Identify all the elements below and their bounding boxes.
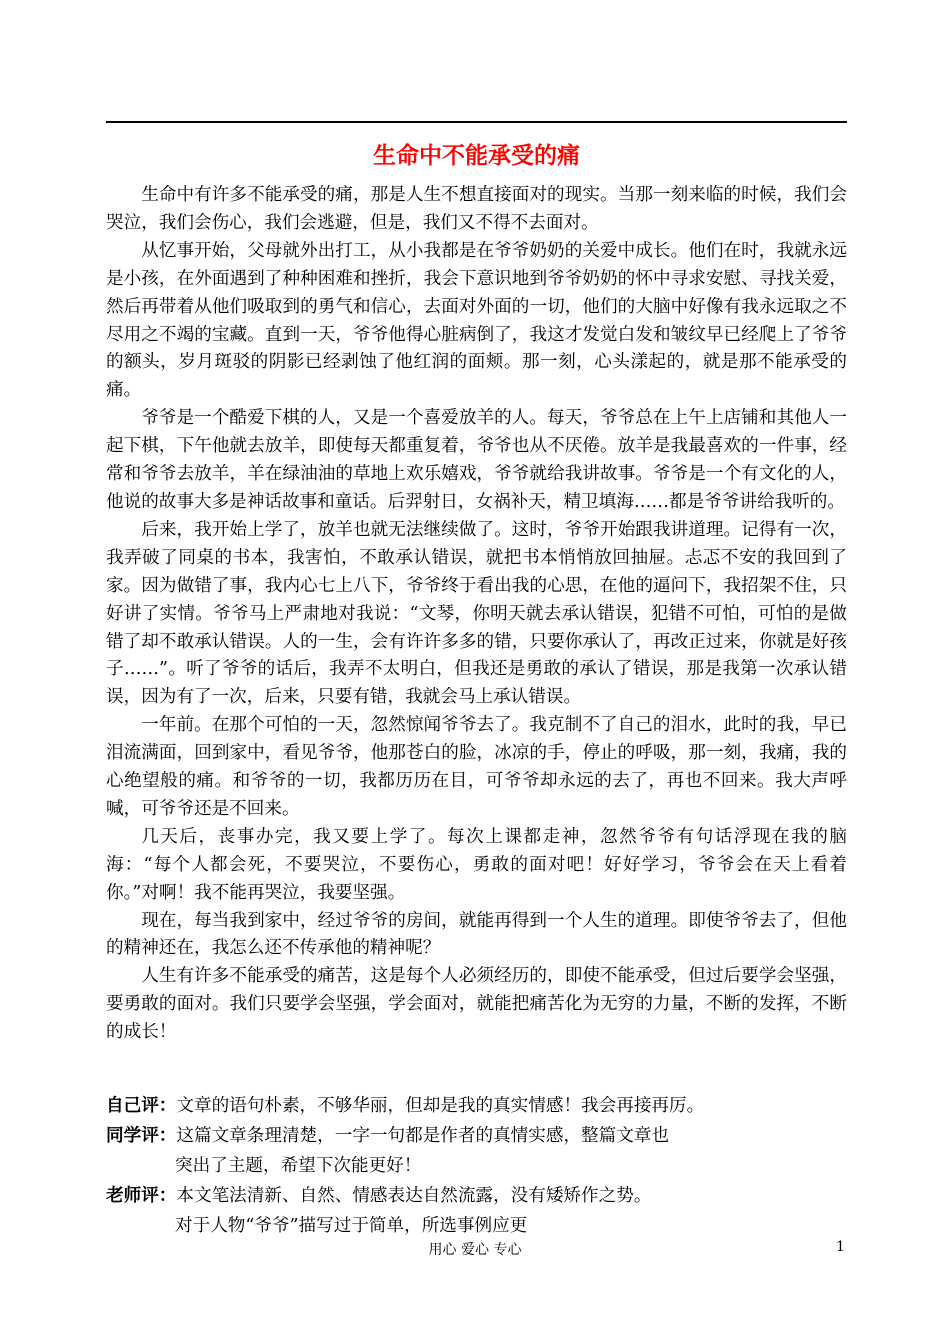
paragraph: 生命中有许多不能承受的痛，那是人生不想直接面对的现实。当那一刻来临的时候，我们会哭泣，我们会伤心，我们会逃避，但是，我们又不得不去面对。: [106, 185, 847, 233]
comments-section: [106, 1091, 847, 1241]
peer-comment: [106, 1121, 847, 1151]
paragraph: 从忆事开始，父母就外出打工，从小我都是在爷爷奶奶的关爱中成长。他们在时，我就永远是小孩，在外面遇到了种种困难和挫折，我会下意识地到爷爷奶奶的怀中寻求安慰、寻找关爱，然后再带着从他们吸取到的勇气和信心，去面对外面的一切，他们的大脑中好像有我永远取之不尽用之不竭的宝藏。直到一天，爷爷他得心脏病倒了，我这才发觉白发和皱纹早已经爬上了爷爷的额头，岁月斑驳的阴影已经剥蚀了他红润的面颊。那一刻，心头漾起的，就是那不能承受的痛。: [106, 240, 847, 401]
article-body: [106, 182, 847, 1047]
article-title: 生命中不能承受的痛: [373, 143, 580, 169]
self-comment-text: 文章的语句朴素，不够华丽，但却是我的真实情感！我会再接再厉。: [176, 1096, 705, 1116]
teacher-comment-text: 本文笔法清新、自然、情感表达自然流露，没有矮矫作之势。: [176, 1186, 652, 1206]
teacher-comment-label: 老师评：: [106, 1186, 177, 1206]
paragraph: 几天后，丧事办完，我又要上学了。每次上课都走神，忽然爷爷有句话浮现在我的脑海：“每个人都会死，不要哭泣，不要伤心，勇敢的面对吧！好好学习，爷爷会在天上看着你。”对啊！我不能再哭泣，我要坚强。: [106, 826, 847, 903]
self-comment-label: 自己评：: [106, 1096, 177, 1116]
teacher-comment: [106, 1181, 847, 1211]
paragraph: 一年前。在那个可怕的一天，忽然惊闻爷爷去了。我克制不了自己的泪水，此时的我，早已泪流满面，回到家中，看见爷爷，他那苍白的脸，冰凉的手，停止的呼吸，那一刻，我痛，我的心绝望般的痛。和爷爷的一切，我都历历在目，可爷爷却永远的去了，再也不回来。我大声呼喊，可爷爷还是不回来。: [106, 715, 847, 819]
page-number: 1: [836, 1239, 845, 1255]
self-comment: [106, 1091, 847, 1121]
paragraph: 现在，每当我到家中，经过爷爷的房间，就能再得到一个人生的道理。即使爷爷去了，但他的精神还在，我怎么还不传承他的精神呢？: [106, 910, 847, 959]
peer-comment-text: 这篇文章条理清楚，一字一句都是作者的真情实感，整篇文章也: [176, 1126, 670, 1146]
header-rule: [106, 121, 847, 123]
peer-comment-continuation: 突出了主题，希望下次能更好！: [175, 1156, 422, 1176]
peer-comment-label: 同学评：: [106, 1126, 177, 1146]
paragraph: 后来，我开始上学了，放羊也就无法继续做了。这时，爷爷开始跟我讲道理。记得有一次，我弄破了同桌的书本，我害怕，不敢承认错误，就把书本悄悄放回抽屉。忐忑不安的我回到了家。因为做错了事，我内心七上八下，爷爷终于看出我的心思，在他的逼问下，我招架不住，只好讲了实情。爷爷马上严肃地对我说：“文琴，你明天就去承认错误，犯错不可怕，可怕的是做错了却不敢承认错误。人的一生，会有许许多多的错，只要你承认了，再改正过来，你就是好孩子……”。听了爷爷的话后，我弄不太明白，但我还是勇敢的承认了错误，那是我第一次承认错误，因为有了一次，后来，只要有错，我就会马上承认错误。: [106, 519, 847, 708]
paragraph: 人生有许多不能承受的痛苦，这是每个人必须经历的，即使不能承受，但过后要学会坚强，要勇敢的面对。我们只要学会坚强，学会面对，就能把痛苦化为无穷的力量，不断的发挥，不断的成长！: [106, 966, 847, 1043]
paragraph: 爷爷是一个酷爱下棋的人，又是一个喜爱放羊的人。每天，爷爷总在上午上店铺和其他人一起下棋，下午他就去放羊，即使每天都重复着，爷爷也从不厌倦。放羊是我最喜欢的一件事，经常和爷爷去放羊，羊在绿油油的草地上欢乐嬉戏，爷爷就给我讲故事。爷爷是一个有文化的人，他说的故事大多是神话故事和童话。后羿射日，女祸补天，精卫填海……都是爷爷讲给我听的。: [106, 408, 847, 512]
teacher-comment-continuation: 对于人物“爷爷”描写过于简单，所选事例应更: [175, 1216, 528, 1236]
page-footer: 用心 爱心 专心: [428, 1242, 522, 1258]
